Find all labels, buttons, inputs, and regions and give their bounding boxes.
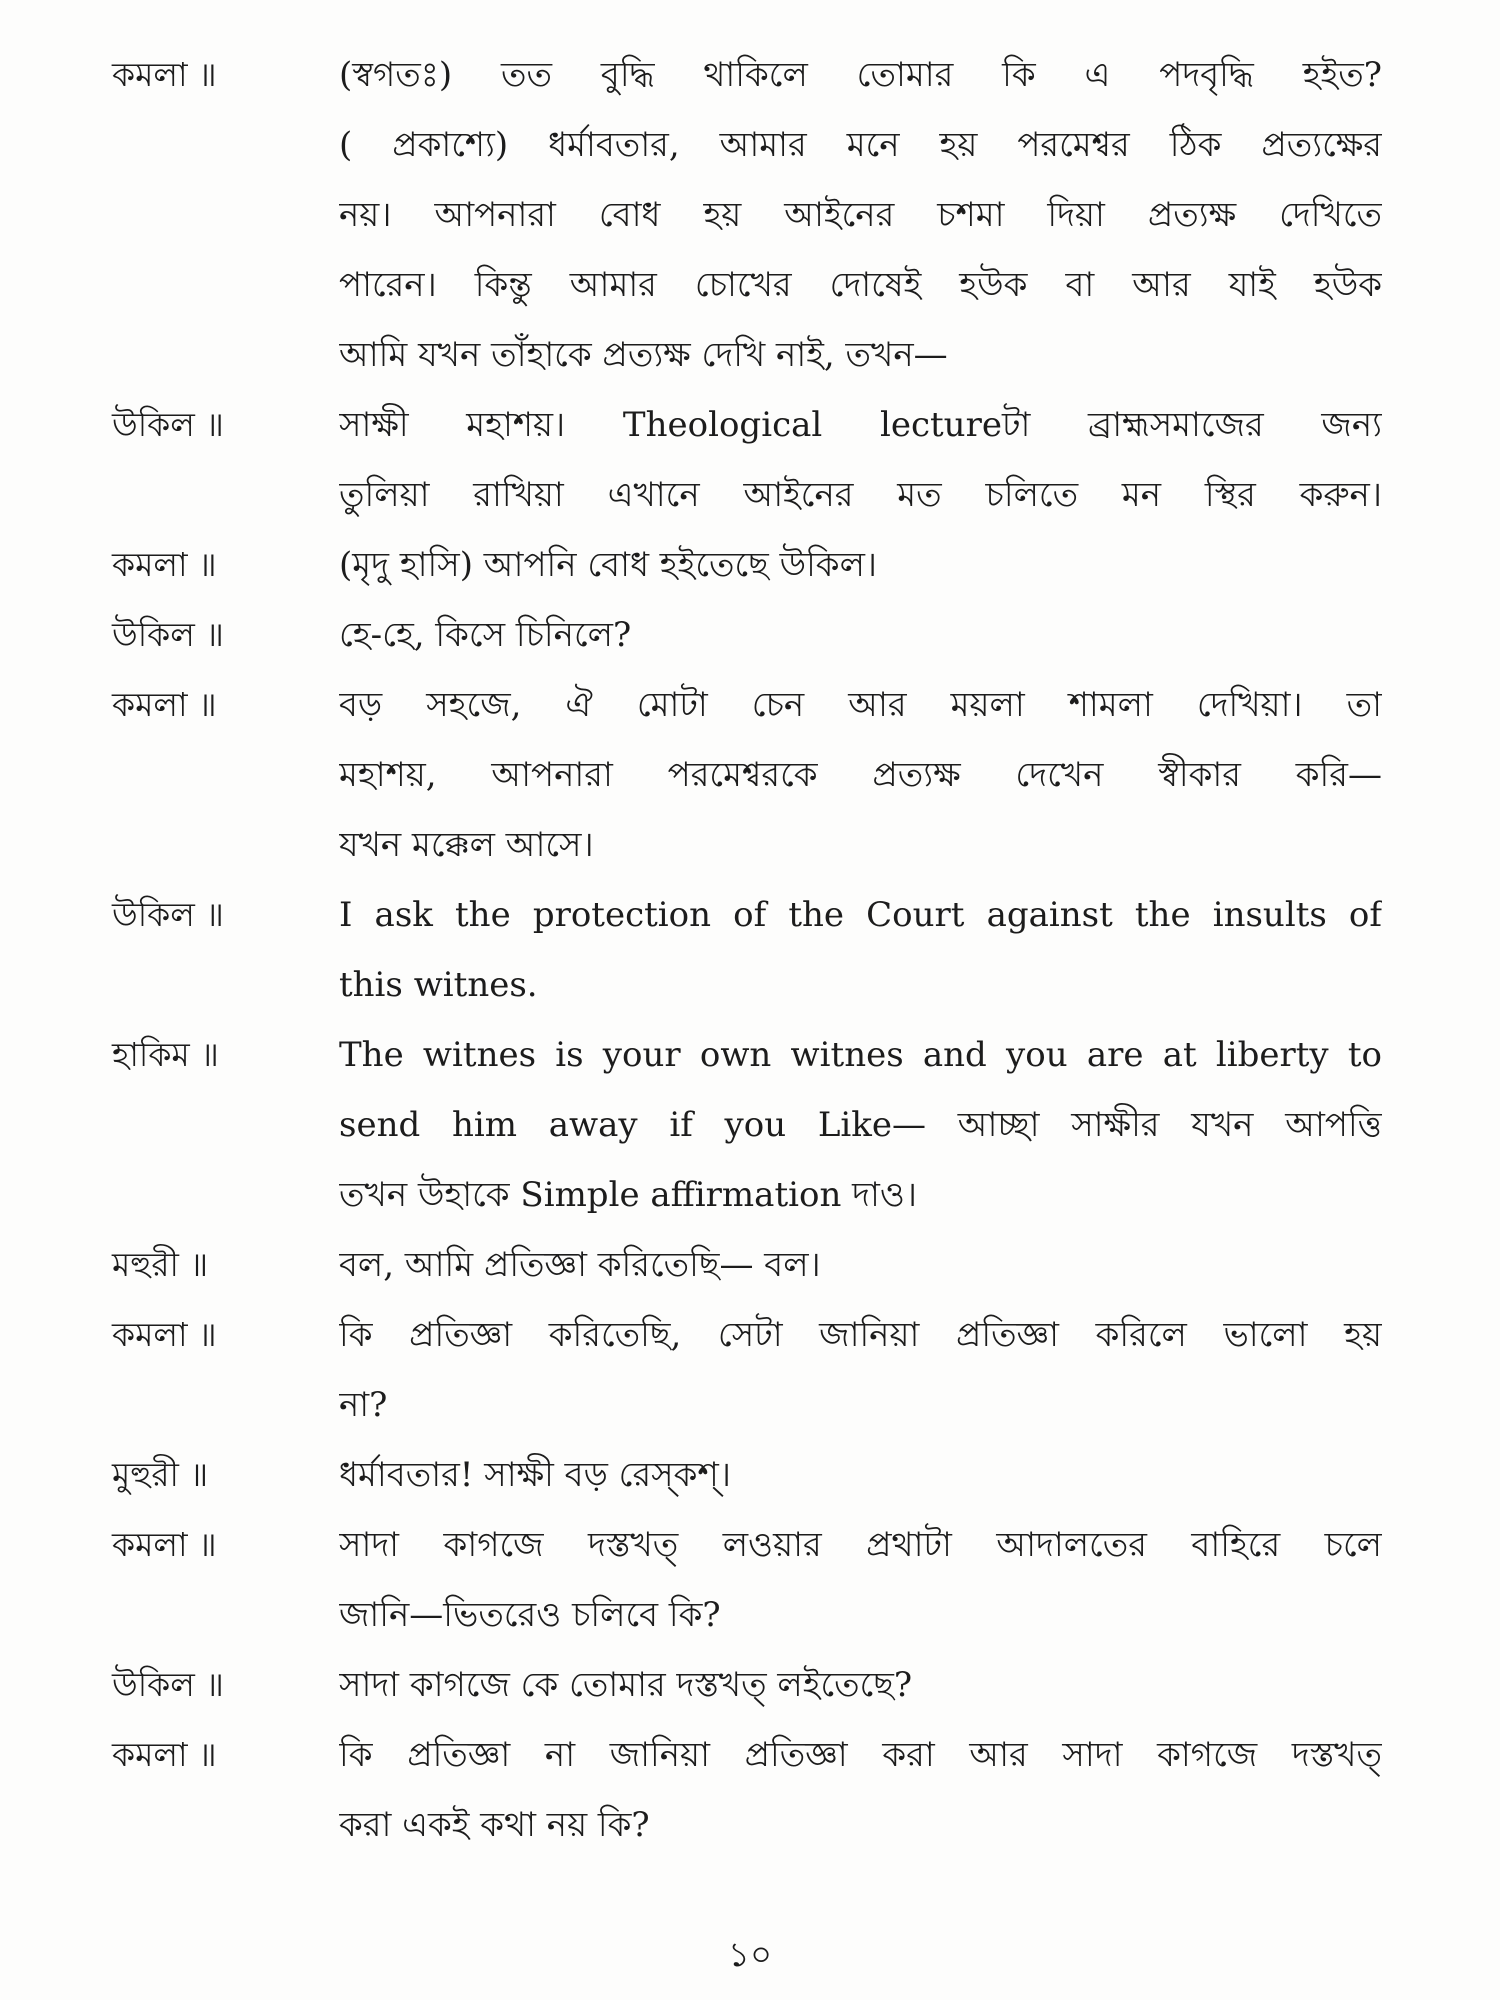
speaker-label: কমলা ॥ — [112, 1525, 217, 1564]
speech-line: যখন মক্কেল আসে। — [339, 825, 594, 865]
speaker-label: উকিল ॥ — [112, 1665, 224, 1704]
speech-line: নয়। আপনারা বোধ হয় আইনের চশমা দিয়া প্রত্যক্ষ দেখিতে — [339, 195, 1382, 235]
speech-line: this witnes. — [339, 965, 538, 1005]
speech-line: I ask the protection of the Court against the insults of — [339, 895, 1382, 935]
speaker-label: মহুরী ॥ — [112, 1245, 209, 1284]
speech-line: সাদা কাগজে দস্তখত্‌ লওয়ার প্রথাটা আদালতের বাহিরে চলে — [339, 1525, 1382, 1565]
dialogue-entry — [112, 40, 1382, 390]
dialogue-entry — [112, 880, 1382, 1020]
dialogue-entry — [112, 530, 1382, 600]
speech-text — [339, 1230, 1382, 1300]
speaker-label: উকিল ॥ — [112, 615, 224, 654]
speech-text — [339, 1510, 1382, 1650]
speech-line: মহাশয়, আপনারা পরমেশ্বরকে প্রত্যক্ষ দেখেন স্বীকার করি— — [339, 755, 1382, 795]
speech-line: (মৃদু হাসি) আপনি বোধ হইতেছে উকিল। — [339, 545, 878, 585]
speaker-label: কমলা ॥ — [112, 1735, 217, 1774]
speech-line: না? — [339, 1385, 388, 1425]
speech-text — [339, 1300, 1382, 1440]
speech-line: send him away if you Like— আচ্ছা সাক্ষীর যখন আপত্তি — [339, 1105, 1382, 1145]
dialogue-entry — [112, 390, 1382, 530]
speech-line: হে-হে, কিসে চিনিলে? — [339, 615, 632, 655]
dialogue-entry — [112, 1440, 1382, 1510]
speech-text — [339, 390, 1382, 530]
dialogue-entry — [112, 1510, 1382, 1650]
speech-line: ( প্রকাশ্যে) ধর্মাবতার, আমার মনে হয় পরমেশ্বর ঠিক প্রত্যক্ষের — [339, 125, 1382, 165]
dialogue-entry — [112, 1720, 1382, 1860]
speech-line: করা একই কথা নয় কি? — [339, 1805, 650, 1845]
speech-line: কি প্রতিজ্ঞা করিতেছি, সেটা জানিয়া প্রতিজ্ঞা করিলে ভালো হয় — [339, 1315, 1382, 1355]
speech-line: তখন উহাকে Simple affirmation দাও। — [339, 1175, 918, 1215]
speech-line: কি প্রতিজ্ঞা না জানিয়া প্রতিজ্ঞা করা আর সাদা কাগজে দস্তখত্‌ — [339, 1735, 1382, 1775]
speech-line: সাদা কাগজে কে তোমার দস্তখত্‌ লইতেছে? — [339, 1665, 913, 1705]
dialogue-entry — [112, 1650, 1382, 1720]
speech-line: পারেন। কিন্তু আমার চোখের দোষেই হউক বা আর যাই হউক — [339, 265, 1382, 305]
speech-text — [339, 530, 1382, 600]
speech-text — [339, 600, 1382, 670]
speaker-label: কমলা ॥ — [112, 55, 217, 94]
speech-text — [339, 1650, 1382, 1720]
speech-line: সাক্ষী মহাশয়। Theological lectureটা ব্রাহ্মসমাজের জন্য — [339, 405, 1382, 445]
speech-text — [339, 1720, 1382, 1860]
speech-line: আমি যখন তাঁহাকে প্রত্যক্ষ দেখি নাই, তখন— — [339, 335, 948, 375]
speaker-label: কমলা ॥ — [112, 685, 217, 724]
speech-text — [339, 1020, 1382, 1230]
speech-line: বল, আমি প্রতিজ্ঞা করিতেছি— বল। — [339, 1245, 821, 1285]
dialogue-entry — [112, 1020, 1382, 1230]
speech-text — [339, 880, 1382, 1020]
speaker-label: উকিল ॥ — [112, 405, 224, 444]
speech-line: জানি—ভিতরেও চলিবে কি? — [339, 1595, 721, 1635]
speech-text — [339, 1440, 1382, 1510]
speaker-label: মুহুরী ॥ — [112, 1455, 209, 1494]
page-number: ১০ — [727, 1935, 773, 1975]
speaker-label: উকিল ॥ — [112, 895, 224, 934]
dialogue-entry — [112, 1300, 1382, 1440]
speech-line: The witnes is your own witnes and you are at liberty to — [339, 1035, 1382, 1075]
speech-line: (স্বগতঃ) তত বুদ্ধি থাকিলে তোমার কি এ পদবৃদ্ধি হইত? — [339, 55, 1382, 95]
speech-line: বড় সহজে, ঐ মোটা চেন আর ময়লা শামলা দেখিয়া। তা — [339, 685, 1382, 725]
dialogue-entry — [112, 1230, 1382, 1300]
dialogue-entry — [112, 600, 1382, 670]
speech-text — [339, 40, 1382, 390]
dialogue-entry — [112, 670, 1382, 880]
speaker-label: কমলা ॥ — [112, 1315, 217, 1354]
speech-line: ধর্মাবতার! সাক্ষী বড় রেস্‌কশ্‌। — [339, 1455, 732, 1495]
speaker-label: হাকিম ॥ — [112, 1035, 219, 1074]
speech-line: তুলিয়া রাখিয়া এখানে আইনের মত চলিতে মন স্থির করুন। — [339, 475, 1382, 515]
speaker-label: কমলা ॥ — [112, 545, 217, 584]
dialogue-body — [112, 40, 1382, 1860]
speech-text — [339, 670, 1382, 880]
